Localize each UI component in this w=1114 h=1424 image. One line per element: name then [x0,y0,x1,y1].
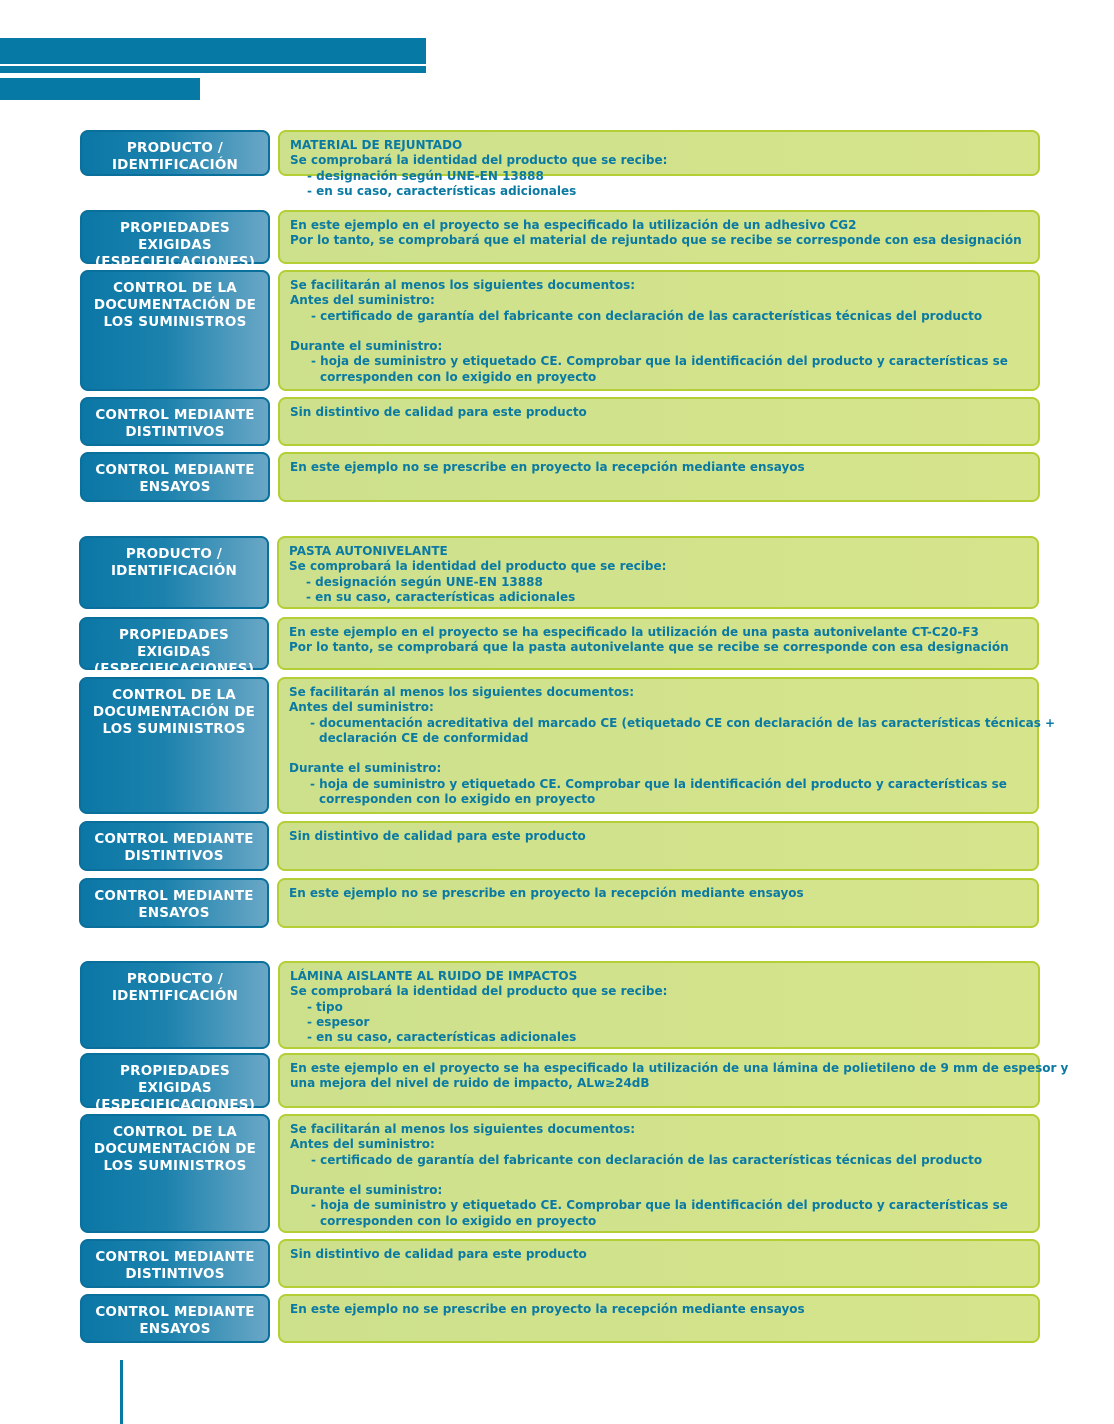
label-producto-identificacion: PRODUCTO / IDENTIFICACIÓN [79,536,269,609]
content-ensayos: En este ejemplo no se prescribe en proyecto la recepción mediante ensayos [277,878,1039,928]
content-propiedades: En este ejemplo en el proyecto se ha especificado la utilización de un adhesivo CG2 Por lo tanto, se comprobará que el material de rejuntado que se recibe se corresponde con esa designación [278,210,1040,264]
row-distintivos [80,1239,1040,1288]
row-ensayos [80,1294,1040,1343]
label-control-documentacion: CONTROL DE LA DOCUMENTACIÓN DE LOS SUMINISTROS [80,1114,270,1233]
header-bar-thin [0,66,426,73]
label-control-documentacion: CONTROL DE LA DOCUMENTACIÓN DE LOS SUMINISTROS [80,270,270,391]
content-producto: MATERIAL DE REJUNTADO Se comprobará la identidad del producto que se recibe: - designación según UNE-EN 13888 - en su caso, características adicionales [278,130,1040,176]
content-distintivos: Sin distintivo de calidad para este producto [277,821,1039,871]
header-bar-top [0,38,426,64]
row-producto [79,536,1039,609]
label-control-ensayos: CONTROL MEDIANTE ENSAYOS [80,1294,270,1343]
content-documentacion: Se facilitarán al menos los siguientes documentos: Antes del suministro: - documentación acreditativa del marcado CE (etiquetado CE con declaración de las características técnicas + declaración CE de conformidad Durante el suministro: - hoja de suministro y etiquetado CE. Comprobar que la identificación del producto y características se corresponden con lo exigido en proyecto [277,677,1039,814]
label-control-ensayos: CONTROL MEDIANTE ENSAYOS [80,452,270,502]
label-control-documentacion: CONTROL DE LA DOCUMENTACIÓN DE LOS SUMINISTROS [79,677,269,814]
label-control-distintivos: CONTROL MEDIANTE DISTINTIVOS [80,1239,270,1288]
header-bar-short [0,78,200,100]
label-producto-identificacion: PRODUCTO / IDENTIFICACIÓN [80,130,270,176]
content-documentacion: Se facilitarán al menos los siguientes documentos: Antes del suministro: - certificado de garantía del fabricante con declaración de las características técnicas del producto Durante el suministro: - hoja de suministro y etiquetado CE. Comprobar que la identificación del producto y características se corresponden con lo exigido en proyecto [278,270,1040,391]
label-propiedades-exigidas: PROPIEDADES EXIGIDAS (ESPECIFICACIONES) [80,1053,270,1108]
label-control-distintivos: CONTROL MEDIANTE DISTINTIVOS [80,397,270,446]
label-propiedades-exigidas: PROPIEDADES EXIGIDAS (ESPECIFICACIONES) [80,210,270,264]
content-propiedades: En este ejemplo en el proyecto se ha especificado la utilización de una lámina de polietileno de 9 mm de espesor y una mejora del nivel de ruido de impacto, ALw≥24dB [278,1053,1040,1108]
content-distintivos: Sin distintivo de calidad para este producto [278,397,1040,446]
row-propiedades [80,1053,1069,1113]
row-documentacion [79,677,1056,814]
label-propiedades-exigidas: PROPIEDADES EXIGIDAS (ESPECIFICACIONES) [79,617,269,670]
row-documentacion [80,270,1040,391]
product-name: LÁMINA AISLANTE AL RUIDO DE IMPACTOS [290,969,578,983]
row-propiedades [80,210,1040,270]
content-documentacion: Se facilitarán al menos los siguientes documentos: Antes del suministro: - certificado de garantía del fabricante con declaración de las características técnicas del producto Durante el suministro: - hoja de suministro y etiquetado CE. Comprobar que la identificación del producto y características se corresponden con lo exigido en proyecto [278,1114,1040,1233]
footer-margin-line [120,1360,123,1424]
row-ensayos [80,452,1040,502]
content-ensayos: En este ejemplo no se prescribe en proyecto la recepción mediante ensayos [278,452,1040,502]
product-name: MATERIAL DE REJUNTADO [290,138,463,152]
product-name: PASTA AUTONIVELANTE [289,544,448,558]
content-propiedades: En este ejemplo en el proyecto se ha especificado la utilización de una pasta autonivelante CT-C20-F3 Por lo tanto, se comprobará que la pasta autonivelante que se recibe se corresponde con esa designación [277,617,1039,670]
row-documentacion [80,1114,1040,1233]
label-control-ensayos: CONTROL MEDIANTE ENSAYOS [79,878,269,928]
content-distintivos: Sin distintivo de calidad para este producto [278,1239,1040,1288]
row-producto [80,130,1040,198]
row-propiedades [79,617,1039,677]
row-distintivos [79,821,1039,871]
label-control-distintivos: CONTROL MEDIANTE DISTINTIVOS [79,821,269,871]
content-producto: PASTA AUTONIVELANTE Se comprobará la identidad del producto que se recibe: - designación según UNE-EN 13888 - en su caso, características adicionales [277,536,1039,609]
row-ensayos [79,878,1039,928]
content-producto: LÁMINA AISLANTE AL RUIDO DE IMPACTOS Se comprobará la identidad del producto que se recibe: - tipo - espesor - en su caso, características adicionales [278,961,1040,1049]
label-producto-identificacion: PRODUCTO / IDENTIFICACIÓN [80,961,270,1049]
row-producto [80,961,1040,1049]
content-ensayos: En este ejemplo no se prescribe en proyecto la recepción mediante ensayos [278,1294,1040,1343]
row-distintivos [80,397,1040,446]
